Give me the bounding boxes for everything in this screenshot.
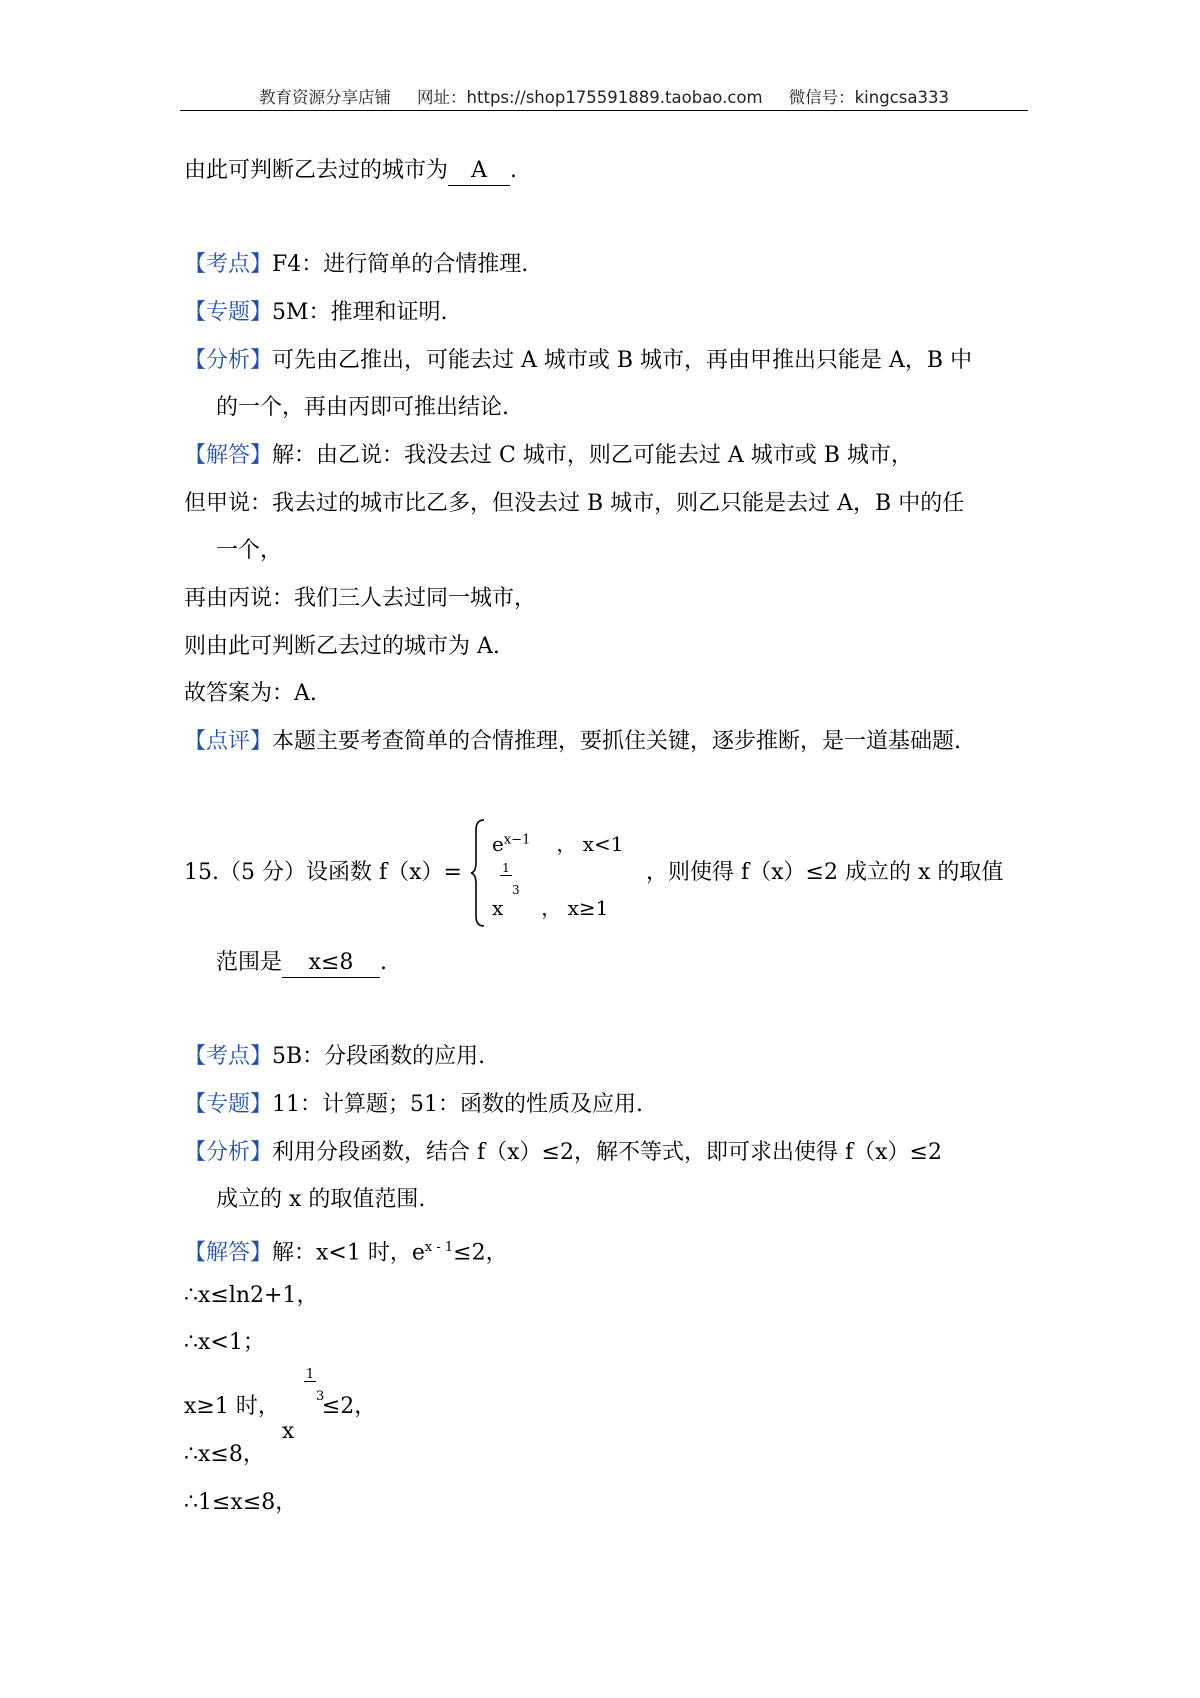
q15-step-2: ∴x<1； <box>184 1330 265 1355</box>
q14-jieda-3: 一个， <box>216 538 283 563</box>
zhuanti-tag: 【专题】 <box>184 1092 273 1117</box>
q14-jieda-6: 故答案为：A. <box>184 681 317 706</box>
q15-fenxi-2: 成立的 x 的取值范围. <box>216 1187 426 1212</box>
page-header <box>180 84 1028 108</box>
q14-zhuanti: 【专题】5M：推理和证明. <box>184 300 448 325</box>
piece2: x ， x≥1 <box>492 896 609 920</box>
q15-zhuanti: 【专题】11：计算题；51：函数的性质及应用. <box>184 1092 643 1117</box>
jieda-tag: 【解答】 <box>184 1240 273 1266</box>
fenxi-tag: 【分析】 <box>184 1140 273 1165</box>
q15-step-1: ∴x≤ln2+1， <box>184 1283 319 1308</box>
q15-stem-suffix: ，则使得 f（x）≤2 成立的 x 的取值 <box>646 860 1004 885</box>
step3-exponent: 1 3 <box>305 1367 325 1404</box>
q15-answer-blank: x≤8 <box>282 949 380 978</box>
q15-step-4: ∴x≤8， <box>184 1442 265 1467</box>
kaodian-tag: 【考点】 <box>184 252 273 277</box>
q14-fenxi-1: 【分析】可先由乙推出，可能去过 A 城市或 B 城市，再由甲推出只能是 A，B 中 <box>184 348 973 373</box>
kaodian-tag: 【考点】 <box>184 1044 273 1069</box>
q14-answer-line: 由此可判断乙去过的城市为 A . <box>184 156 517 186</box>
q14-jieda-1: 【解答】解：由乙说：我没去过 C 城市，则乙可能去过 A 城市或 B 城市， <box>184 443 913 468</box>
header-shop: 教育资源分享店铺 <box>259 88 392 107</box>
zhuanti-tag: 【专题】 <box>184 300 273 325</box>
dianping-tag: 【点评】 <box>184 729 273 754</box>
piecewise-formula <box>470 818 640 928</box>
q15-jieda-1: 【解答】解：x<1 时，$e^{x - 1}\le 2$， <box>184 1240 508 1266</box>
left-brace <box>470 818 486 928</box>
q15-answer-line: 范围是 x≤8 . <box>216 948 387 978</box>
q14-kaodian: 【考点】F4：进行简单的合情推理. <box>184 252 529 277</box>
q15-step-5: ∴1≤x≤8， <box>184 1490 298 1515</box>
q14-answer-blank: A <box>448 157 510 186</box>
q15-stem-prefix: 15.（5 分）设函数 f（x）= <box>184 860 462 885</box>
q15-kaodian: 【考点】5B：分段函数的应用. <box>184 1044 486 1069</box>
header-wechat: 微信号：kingcsa333 <box>788 88 949 107</box>
q15-step-3: x≥1 时， x ≤2， <box>184 1394 377 1444</box>
header-url: 网址：https://shop175591889.taobao.com <box>417 88 763 107</box>
q14-jieda-5: 则由此可判断乙去过的城市为 A. <box>184 634 500 659</box>
q14-jieda-2: 但甲说：我去过的城市比乙多，但没去过 B 城市，则乙只能是去过 A，B 中的任 <box>184 491 965 516</box>
piece1: $e^{x-1}$ ， x<1 <box>492 832 624 856</box>
q15-fenxi-1: 【分析】利用分段函数，结合 f（x）≤2，解不等式，即可求出使得 f（x）≤2 <box>184 1140 942 1165</box>
piece2-exponent: 1 3 <box>500 862 512 876</box>
q14-jieda-4: 再由丙说：我们三人去过同一城市， <box>184 586 537 611</box>
q14-fenxi-2: 的一个，再由丙即可推出结论. <box>216 395 509 420</box>
q14-dianping: 【点评】本题主要考查简单的合情推理，要抓住关键，逐步推断，是一道基础题. <box>184 729 962 754</box>
header-divider <box>180 110 1028 111</box>
jieda-tag: 【解答】 <box>184 443 273 468</box>
fenxi-tag: 【分析】 <box>184 348 273 373</box>
